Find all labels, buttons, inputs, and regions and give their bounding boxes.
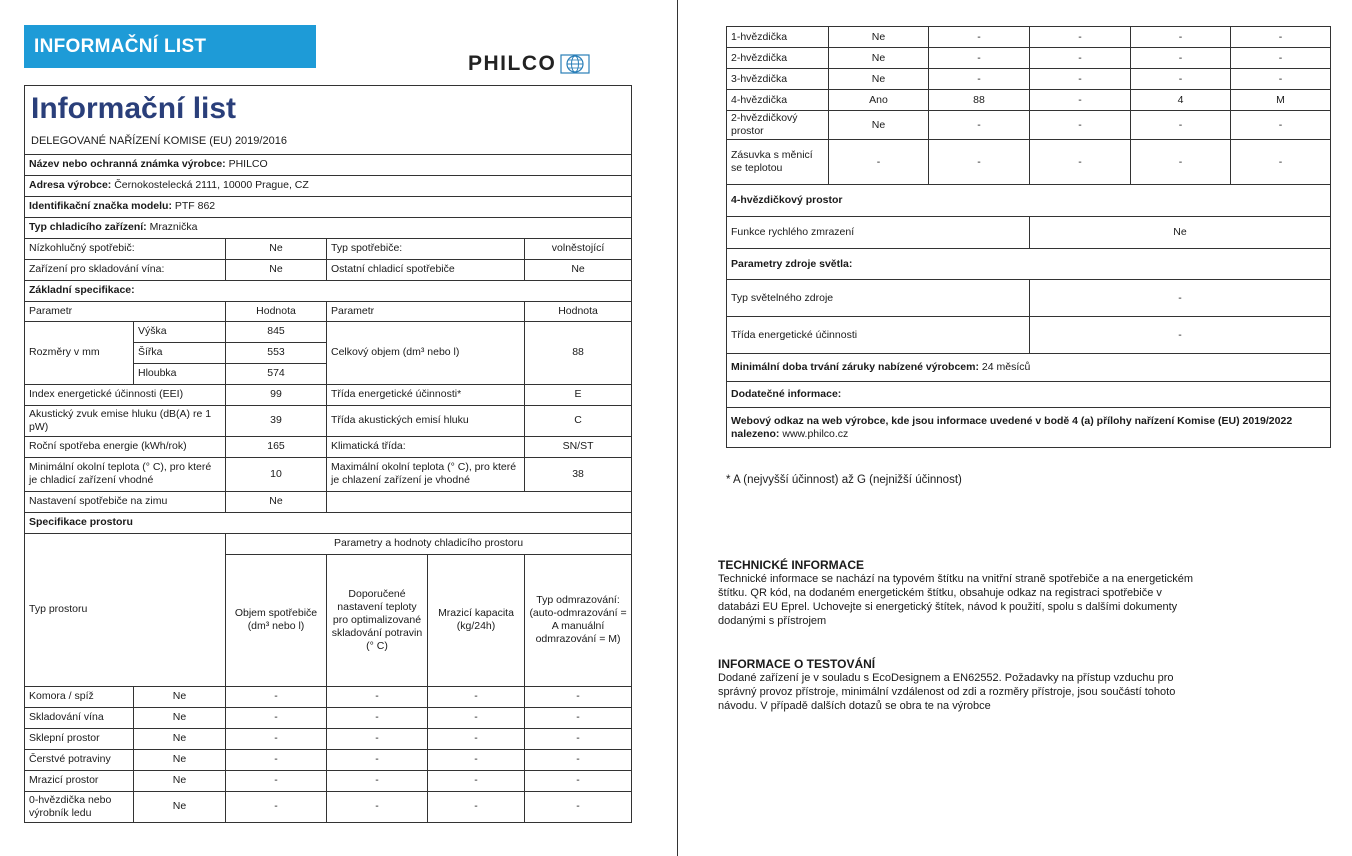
space-param-value: - — [1030, 27, 1131, 48]
address-label: Adresa výrobce: — [29, 179, 112, 191]
type-row — [25, 217, 632, 238]
noise-label: Akustický zvuk emise hluku (dB(A) re 1 pW) — [25, 405, 226, 436]
table-row — [25, 686, 632, 707]
tech-info-heading: TECHNICKÉ INFORMACE — [718, 558, 864, 572]
space-param-value: - — [1030, 48, 1131, 69]
space-param-value: - — [929, 27, 1030, 48]
wine-label: Zařízení pro skladování vína: — [25, 259, 226, 280]
banner-title: INFORMAČNÍ LIST — [24, 25, 316, 68]
space-param-value: - — [428, 686, 525, 707]
space-type-name: 3-hvězdička — [727, 69, 829, 90]
noise-class-value: C — [525, 405, 632, 436]
space-param-value: - — [327, 707, 428, 728]
sheet-title: Informační list — [25, 86, 632, 131]
weblink-value: www.philco.cz — [782, 427, 849, 440]
type-value: Mraznička — [149, 221, 198, 233]
space-type-name: 2-hvězdička — [727, 48, 829, 69]
space-param-value: - — [327, 749, 428, 770]
table-row — [727, 69, 1331, 90]
climate-label: Klimatická třída: — [327, 436, 525, 457]
empty-cell — [327, 491, 632, 512]
space-param-value: - — [327, 791, 428, 822]
appliance-type-value: volněstojící — [525, 238, 632, 259]
space-presence: Ne — [829, 111, 929, 140]
space-param-value: - — [525, 791, 632, 822]
table-row — [25, 728, 632, 749]
light-class-value: - — [1030, 317, 1331, 354]
space-param-value: - — [1131, 111, 1231, 140]
space-param-value: - — [525, 728, 632, 749]
width-label: Šířka — [134, 342, 226, 363]
space-param-value: - — [929, 140, 1030, 185]
min-temp-label: Minimální okolní teplota (° C), pro které je chladicí zařízení vhodné — [25, 457, 226, 491]
low-noise-label: Nízkohlučný spotřebič: — [25, 238, 226, 259]
brand-logo — [468, 52, 590, 76]
space-param-value: - — [226, 770, 327, 791]
tech-info-block — [718, 558, 1198, 628]
wine-value: Ne — [226, 259, 327, 280]
light-type-value: - — [1030, 280, 1331, 317]
space-presence: Ne — [134, 707, 226, 728]
climate-value: SN/ST — [525, 436, 632, 457]
min-temp-value: 10 — [226, 457, 327, 491]
depth-label: Hloubka — [134, 363, 226, 384]
regulation-text: DELEGOVANÉ NAŘÍZENÍ KOMISE (EU) 2019/2016 — [25, 130, 632, 154]
table-row — [25, 707, 632, 728]
space-type-name: 1-hvězdička — [727, 27, 829, 48]
basic-spec-heading: Základní specifikace: — [25, 280, 632, 301]
additional-heading: Dodatečné informace: — [727, 382, 1331, 408]
space-param-value: - — [327, 728, 428, 749]
energy-class-value: E — [525, 384, 632, 405]
testing-info-block — [718, 657, 1198, 713]
height-value: 845 — [226, 321, 327, 342]
space-param-value: - — [929, 48, 1030, 69]
fast-freeze-label: Funkce rychlého zmrazení — [727, 217, 1030, 249]
fast-freeze-value: Ne — [1030, 217, 1331, 249]
table-row — [727, 140, 1331, 185]
table-row — [727, 90, 1331, 111]
space-presence: Ne — [134, 791, 226, 822]
space-param-value: - — [1030, 111, 1131, 140]
light-heading: Parametry zdroje světla: — [727, 249, 1331, 280]
space-params-header: Parametry a hodnoty chladicího prostoru — [226, 533, 632, 554]
space-param-value: - — [226, 707, 327, 728]
space-param-value: - — [428, 791, 525, 822]
space-presence: Ne — [829, 27, 929, 48]
space-type-name: Komora / spíž — [25, 686, 134, 707]
address-value: Černokostelecká 2111, 10000 Prague, CZ — [114, 179, 309, 191]
space-type-name: Čerstvé potraviny — [25, 749, 134, 770]
space-param-value: M — [1231, 90, 1331, 111]
space-param-value: - — [1231, 69, 1331, 90]
logo-text: PHILCO — [468, 52, 557, 75]
value-header: Hodnota — [226, 301, 327, 321]
eei-label: Index energetické účinnosti (EEI) — [25, 384, 226, 405]
space-param-value: - — [1231, 111, 1331, 140]
space-type-name: Zásuvka s měnicí se teplotou — [727, 140, 829, 185]
globe-icon — [560, 54, 590, 74]
max-temp-label: Maximální okolní teplota (° C), pro které je chlazení zařízení je vhodné — [327, 457, 525, 491]
volume-value: 88 — [525, 321, 632, 384]
brand-value: PHILCO — [228, 158, 268, 170]
space-type-name: Sklepní prostor — [25, 728, 134, 749]
col-volume-header: Objem spotřebiče (dm³ nebo l) — [226, 554, 327, 686]
space-presence: Ne — [829, 69, 929, 90]
table-row — [727, 111, 1331, 140]
space-param-value: - — [226, 728, 327, 749]
space-param-value: - — [1030, 69, 1131, 90]
space-presence: Ne — [134, 728, 226, 749]
space-param-value: - — [226, 686, 327, 707]
weblink-row — [727, 408, 1331, 448]
space-param-value: - — [1131, 69, 1231, 90]
space-param-value: - — [525, 686, 632, 707]
type-label: Typ chladicího zařízení: — [29, 221, 147, 233]
noise-class-label: Třída akustických emisí hluku — [327, 405, 525, 436]
space-param-value: - — [525, 707, 632, 728]
volume-label: Celkový objem (dm³ nebo l) — [327, 321, 525, 384]
table-row — [25, 770, 632, 791]
address-row — [25, 175, 632, 196]
model-label: Identifikační značka modelu: — [29, 200, 172, 212]
space-param-value: - — [428, 707, 525, 728]
brand-row — [25, 154, 632, 175]
space-param-value: - — [327, 770, 428, 791]
space-param-value: 88 — [929, 90, 1030, 111]
info-table-right — [726, 26, 1331, 448]
testing-info-text: Dodané zařízení je v souladu s EcoDesignem a EN62552. Požadavky na přístup vzduchu pro správný provoz přístroje, minimální vzdálenost od zdi a rozměry přístroje, jsou součástí tohoto návodu. V případě dalších dotazů se obra te na výrobce — [718, 672, 1176, 712]
depth-value: 574 — [226, 363, 327, 384]
page-divider — [677, 0, 678, 856]
space-presence: - — [829, 140, 929, 185]
tech-info-text: Technické informace se nachází na typovém štítku na vnitřní straně spotřebiče a na energetickém štítku. QR kód, na dodaném energetickém štítku, obsahuje odkaz na registraci spotřebiče v databázi EU Eprel. Uchovejte si energetický štítek, návod k použití, spolu s dalšími dokumenty dodanými s přístrojem — [718, 573, 1194, 627]
table-row — [727, 48, 1331, 69]
info-table-left — [24, 85, 632, 823]
param-header-2: Parametr — [327, 301, 525, 321]
annual-value: 165 — [226, 436, 327, 457]
appliance-type-label: Typ spotřebiče: — [327, 238, 525, 259]
space-param-value: - — [428, 749, 525, 770]
space-param-value: - — [525, 770, 632, 791]
space-param-value: - — [525, 749, 632, 770]
brand-label: Název nebo ochranná známka výrobce: — [29, 158, 226, 170]
noise-value: 39 — [226, 405, 327, 436]
space-param-value: - — [929, 111, 1030, 140]
max-temp-value: 38 — [525, 457, 632, 491]
space-param-value: - — [1030, 90, 1131, 111]
space-presence: Ne — [134, 770, 226, 791]
space-param-value: - — [1131, 48, 1231, 69]
winter-value: Ne — [226, 491, 327, 512]
space-param-value: - — [226, 749, 327, 770]
eei-value: 99 — [226, 384, 327, 405]
four-star-heading: 4-hvězdičkový prostor — [727, 185, 1331, 217]
space-type-name: 2-hvězdičkový prostor — [727, 111, 829, 140]
model-row — [25, 196, 632, 217]
space-type-name: 0-hvězdička nebo výrobník ledu — [25, 791, 134, 822]
col-temp-header: Doporučené nastavení teploty pro optimalizované skladování potravin (° C) — [327, 554, 428, 686]
table-row — [25, 791, 632, 822]
low-noise-value: Ne — [226, 238, 327, 259]
table-row — [727, 27, 1331, 48]
model-value: PTF 862 — [174, 200, 216, 212]
space-type-name: 4-hvězdička — [727, 90, 829, 111]
space-type-header: Typ prostoru — [25, 533, 226, 686]
space-presence: Ne — [829, 48, 929, 69]
light-class-label: Třída energetické účinnosti — [727, 317, 1030, 354]
space-param-value: - — [428, 728, 525, 749]
space-param-value: 4 — [1131, 90, 1231, 111]
space-param-value: - — [929, 69, 1030, 90]
light-type-label: Typ světelného zdroje — [727, 280, 1030, 317]
space-param-value: - — [1231, 48, 1331, 69]
space-presence: Ne — [134, 749, 226, 770]
winter-label: Nastavení spotřebiče na zimu — [25, 491, 226, 512]
energy-class-label: Třída energetické účinnosti* — [327, 384, 525, 405]
space-param-value: - — [1231, 27, 1331, 48]
space-param-value: - — [1030, 140, 1131, 185]
table-row — [25, 749, 632, 770]
other-label: Ostatní chladicí spotřebiče — [327, 259, 525, 280]
space-presence: Ne — [134, 686, 226, 707]
warranty-row — [727, 354, 1331, 382]
dims-label: Rozměry v mm — [25, 321, 134, 384]
height-label: Výška — [134, 321, 226, 342]
warranty-value: 24 měsíců — [981, 361, 1031, 373]
weblink-label: Webový odkaz na web výrobce, kde jsou informace uvedené v bodě 4 (a) přílohy nařízení Komise (EU) 2019/2022 nalezeno: — [731, 414, 1293, 440]
space-param-value: - — [1131, 27, 1231, 48]
annual-label: Roční spotřeba energie (kWh/rok) — [25, 436, 226, 457]
testing-info-heading: INFORMACE O TESTOVÁNÍ — [718, 657, 876, 671]
warranty-label: Minimální doba trvání záruky nabízené výrobcem: — [731, 361, 979, 373]
col-defrost-header: Typ odmrazování: (auto-odmrazování = A manuální odmrazování = M) — [525, 554, 632, 686]
col-freeze-header: Mrazicí kapacita (kg/24h) — [428, 554, 525, 686]
param-header: Parametr — [25, 301, 226, 321]
space-param-value: - — [1131, 140, 1231, 185]
space-presence: Ano — [829, 90, 929, 111]
space-param-value: - — [327, 686, 428, 707]
other-value: Ne — [525, 259, 632, 280]
space-param-value: - — [1231, 140, 1331, 185]
space-param-value: - — [226, 791, 327, 822]
energy-class-footnote: * A (nejvyšší účinnost) až G (nejnižší účinnost) — [726, 474, 962, 486]
space-param-value: - — [428, 770, 525, 791]
width-value: 553 — [226, 342, 327, 363]
value-header-2: Hodnota — [525, 301, 632, 321]
space-spec-heading: Specifikace prostoru — [25, 512, 632, 533]
space-type-name: Mrazicí prostor — [25, 770, 134, 791]
space-type-name: Skladování vína — [25, 707, 134, 728]
